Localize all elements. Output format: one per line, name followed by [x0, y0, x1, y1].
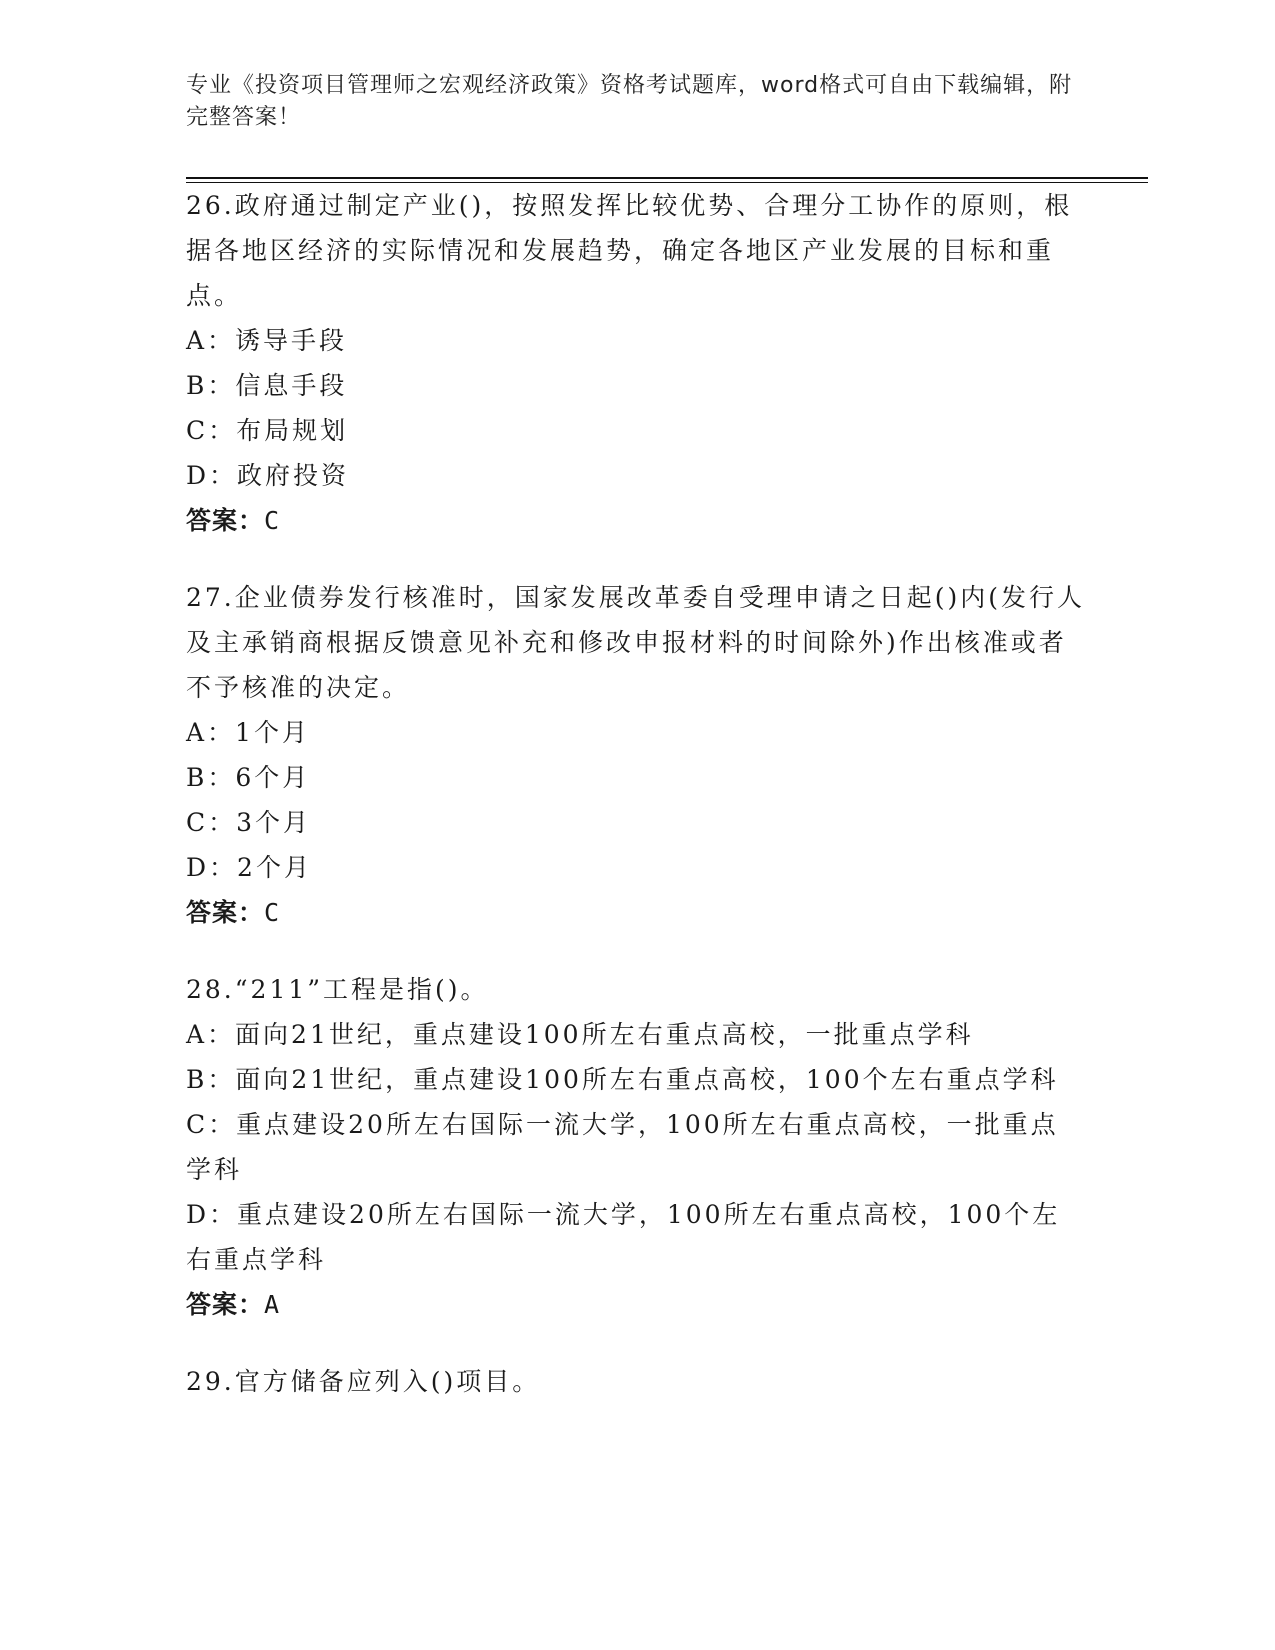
- question-29: [186, 1359, 1086, 1404]
- answer-line: [186, 498, 1086, 543]
- option-c: C：重点建设20所左右国际一流大学，100所左右重点高校，一批重点学科: [186, 1110, 1059, 1184]
- question-text: 27.企业债券发行核准时，国家发展改革委自受理申请之日起()内(发行人及主承销商根据反馈意见补充和修改申报材料的时间除外)作出核准或者不予核准的决定。: [186, 583, 1086, 702]
- option-d: D：重点建设20所左右国际一流大学，100所左右重点高校，100个左右重点学科: [186, 1200, 1061, 1274]
- answer-value: C: [264, 506, 281, 535]
- answer-line: [186, 890, 1086, 935]
- option-c: C：3个月: [186, 808, 312, 837]
- option-d: D：政府投资: [186, 461, 350, 490]
- option-a: A：诱导手段: [186, 326, 348, 355]
- answer-line: [186, 1282, 1086, 1327]
- option-c: C：布局规划: [186, 416, 349, 445]
- question-text: 29.官方储备应列入()项目。: [186, 1367, 541, 1396]
- option-b: B：面向21世纪，重点建设100所左右重点高校，100个左右重点学科: [186, 1065, 1059, 1094]
- option-a: A：面向21世纪，重点建设100所左右重点高校，一批重点学科: [186, 1020, 974, 1049]
- question-text: 26.政府通过制定产业()，按照发挥比较优势、合理分工协作的原则，根据各地区经济的实际情况和发展趋势，确定各地区产业发展的目标和重点。: [186, 191, 1073, 310]
- header-divider-thick: [186, 177, 1148, 179]
- answer-value: C: [264, 898, 281, 927]
- answer-label: 答案：: [186, 898, 265, 927]
- answer-label: 答案：: [186, 1290, 265, 1319]
- answer-value: A: [264, 1290, 281, 1319]
- question-27: [186, 575, 1086, 935]
- option-d: D：2个月: [186, 853, 312, 882]
- option-b: B：信息手段: [186, 371, 348, 400]
- option-a: A：1个月: [186, 718, 310, 747]
- question-28: [186, 967, 1086, 1327]
- document-header: 专业《投资项目管理师之宏观经济政策》资格考试题库，word格式可自由下载编辑，附完整答案！: [186, 73, 1073, 130]
- option-b: B：6个月: [186, 763, 311, 792]
- question-text: 28.“211”工程是指()。: [186, 975, 489, 1004]
- answer-label: 答案：: [186, 506, 265, 535]
- question-26: [186, 183, 1086, 543]
